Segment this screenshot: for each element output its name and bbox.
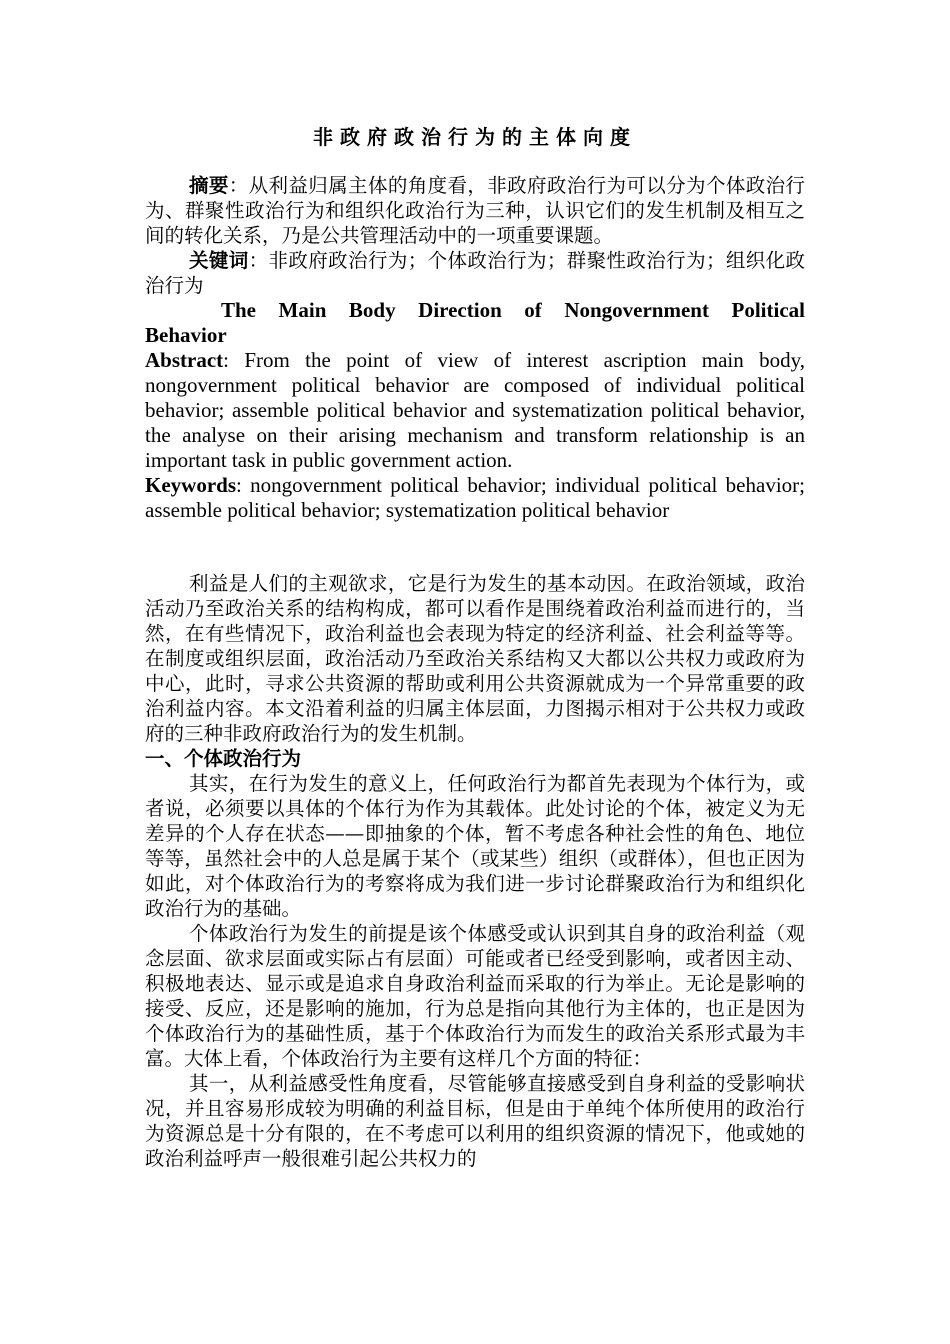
keywords-en (145, 473, 805, 523)
section-heading: 一、个体政治行为 (145, 747, 302, 770)
abstract-en-text: : From the point of view of interest ascription main body, nongovernment political behavior are composed of individual political behavior; assemble political behavior and systematization political behavior, the analyse on their arising mechanism and transform relationship is an important task in public government action. (145, 348, 805, 472)
keywords-en-text: : nongovernment political behavior; individual political behavior; assemble political behavior; systematization political behavior (145, 473, 805, 522)
abstract-cn-text: ：从利益归属主体的角度看，非政府政治行为可以分为个体政治行为、群聚性政治行为和组织化政治行为三种，认识它们的发生机制及相互之间的转化关系，乃是公共管理活动中的一项重要课题。 (145, 174, 805, 247)
english-title-line1: The Main Body Direction of Nongovernment Political (221, 298, 805, 322)
abstract-cn (145, 173, 805, 248)
english-title-line2: Behavior (145, 323, 227, 347)
keywords-en-label: Keywords (145, 473, 236, 497)
abstract-en (145, 348, 805, 473)
body-text (145, 571, 805, 1171)
keywords-cn (145, 248, 805, 298)
body-paragraph-3: 其一，从利益感受性角度看，尽管能够直接感受到自身利益的受影响状况，并且容易形成较为明确的利益目标，但是由于单纯个体所使用的政治行为资源总是十分有限的，在不考虑可以利用的组织资源的情况下，他或她的政治利益呼声一般很难引起公共权力的 (145, 1072, 805, 1170)
document-title: 非政府政治行为的主体向度 (313, 125, 637, 149)
abstract-en-label: Abstract (145, 348, 224, 372)
keywords-cn-text: ：非政府政治行为；个体政治行为；群聚性政治行为；组织化政治行为 (145, 249, 805, 297)
front-matter (145, 173, 805, 523)
intro-paragraph: 利益是人们的主观欲求，它是行为发生的基本动因。在政治领域，政治活动乃至政治关系的结构构成，都可以看作是围绕着政治利益而进行的，当然，在有些情况下，政治利益也会表现为特定的经济利益、社会利益等等。在制度或组织层面，政治活动乃至政治关系结构又大都以公共权力或政府为中心，此时，寻求公共资源的帮助或利用公共资源就成为一个异常重要的政治利益内容。本文沿着利益的归属主体层面，力图揭示相对于公共权力或政府的三种非政府政治行为的发生机制。 (145, 572, 805, 745)
keywords-cn-label: 关键词 (189, 249, 249, 272)
body-paragraph-2: 个体政治行为发生的前提是该个体感受或认识到其自身的政治利益（观念层面、欲求层面或实际占有层面）可能或者已经受到影响，或者因主动、积极地表达、显示或是追求自身政治利益而采取的行为举止。无论是影响的接受、反应，还是影响的施加，行为总是指向其他行为主体的，也正是因为个体政治行为的基础性质，基于个体政治行为而发生的政治关系形式最为丰富。大体上看，个体政治行为主要有这样几个方面的特征： (145, 922, 805, 1070)
abstract-cn-label: 摘要 (189, 174, 229, 197)
body-paragraph-1: 其实，在行为发生的意义上，任何政治行为都首先表现为个体行为，或者说，必须要以具体的个体行为作为其载体。此处讨论的个体，被定义为无差异的个人存在状态——即抽象的个体，暂不考虑各种社会性的角色、地位等等，虽然社会中的人总是属于某个（或某些）组织（或群体），但也正因为如此，对个体政治行为的考察将成为我们进一步讨论群聚政治行为和组织化政治行为的基础。 (145, 772, 805, 920)
